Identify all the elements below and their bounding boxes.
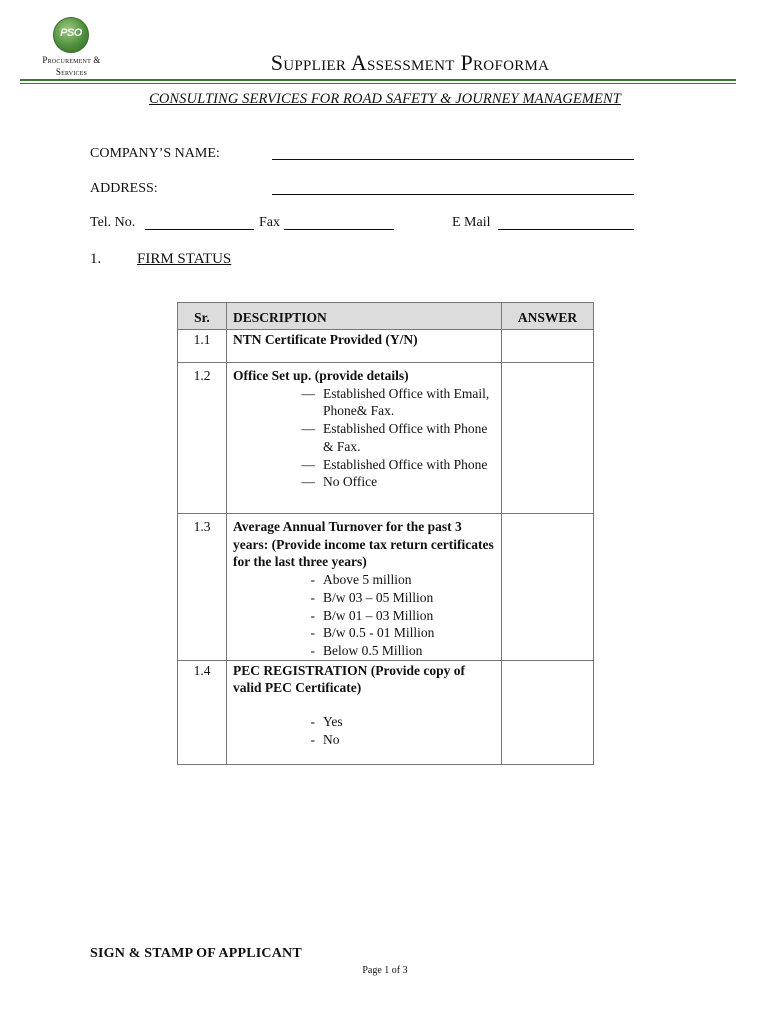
logo-text: PSO	[60, 27, 82, 39]
row-description	[227, 363, 502, 514]
table-header-row	[178, 303, 594, 330]
table-row	[178, 514, 594, 661]
tel-label: Tel. No.	[90, 215, 136, 230]
address-field[interactable]	[272, 194, 634, 195]
header-description: DESCRIPTION	[227, 303, 502, 330]
row-description: NTN Certificate Provided (Y/N)	[227, 330, 502, 363]
department-line-1: Procurement &	[42, 55, 101, 65]
option-item: — Established Office with Email, Phone& Fax.	[301, 385, 490, 419]
tel-field[interactable]	[145, 229, 254, 230]
address-label: ADDRESS:	[90, 181, 158, 196]
row-sr: 1.1	[178, 330, 227, 363]
table-row	[178, 363, 594, 514]
row-sr: 1.3	[178, 514, 227, 661]
answer-cell-1-2[interactable]	[502, 363, 594, 514]
row-description	[227, 660, 502, 764]
option-item: - Above 5 million	[310, 572, 412, 588]
row-title: Average Annual Turnover for the past 3 years: (Provide income tax return certificates for the last three years)	[233, 519, 494, 570]
email-field[interactable]	[498, 229, 634, 230]
email-label: E Mail	[452, 215, 491, 230]
header-rule-thin	[20, 83, 736, 84]
section-title: FIRM STATUS	[137, 251, 232, 267]
row-sr: 1.4	[178, 660, 227, 764]
header-sr: Sr.	[178, 303, 227, 330]
page-subtitle: CONSULTING SERVICES FOR ROAD SAFETY & JOURNEY MANAGEMENT	[149, 91, 621, 107]
row-title: Office Set up. (provide details)	[233, 368, 409, 383]
department-name	[24, 54, 119, 78]
table-row	[178, 660, 594, 764]
table-row	[178, 330, 594, 363]
row-title: PEC REGISTRATION (Provide copy of valid PEC Certificate)	[233, 662, 466, 696]
option-item: - Yes	[310, 714, 343, 730]
option-item: - B/w 03 – 05 Million	[310, 589, 434, 605]
company-name-field[interactable]	[272, 159, 634, 160]
department-line-2: Services	[55, 67, 88, 77]
sign-stamp-label: SIGN & STAMP OF APPLICANT	[90, 946, 302, 961]
answer-cell-1-1[interactable]	[502, 330, 594, 363]
option-item: - B/w 0.5 - 01 Million	[310, 625, 435, 641]
section-number: 1.	[90, 251, 102, 267]
option-item: - B/w 01 – 03 Million	[310, 607, 434, 623]
row-description	[227, 514, 502, 661]
header-rule	[20, 79, 736, 81]
option-item: — Established Office with Phone & Fax.	[301, 421, 488, 454]
option-item: - Below 0.5 Million	[310, 642, 423, 658]
firm-status-table	[177, 302, 594, 765]
page-title: Supplier Assessment Proforma	[270, 50, 550, 75]
row-sr: 1.2	[178, 363, 227, 514]
fax-label: Fax	[259, 215, 280, 230]
page-number: Page 1 of 3	[362, 965, 408, 976]
company-name-label: COMPANY’S NAME:	[90, 146, 220, 161]
answer-cell-1-4[interactable]	[502, 660, 594, 764]
option-item: — No Office	[301, 474, 378, 490]
answer-cell-1-3[interactable]	[502, 514, 594, 661]
pso-logo	[53, 17, 89, 53]
option-item: — Established Office with Phone	[301, 456, 488, 472]
fax-field[interactable]	[284, 229, 394, 230]
option-item: - No	[310, 731, 340, 747]
header-answer: ANSWER	[502, 303, 594, 330]
